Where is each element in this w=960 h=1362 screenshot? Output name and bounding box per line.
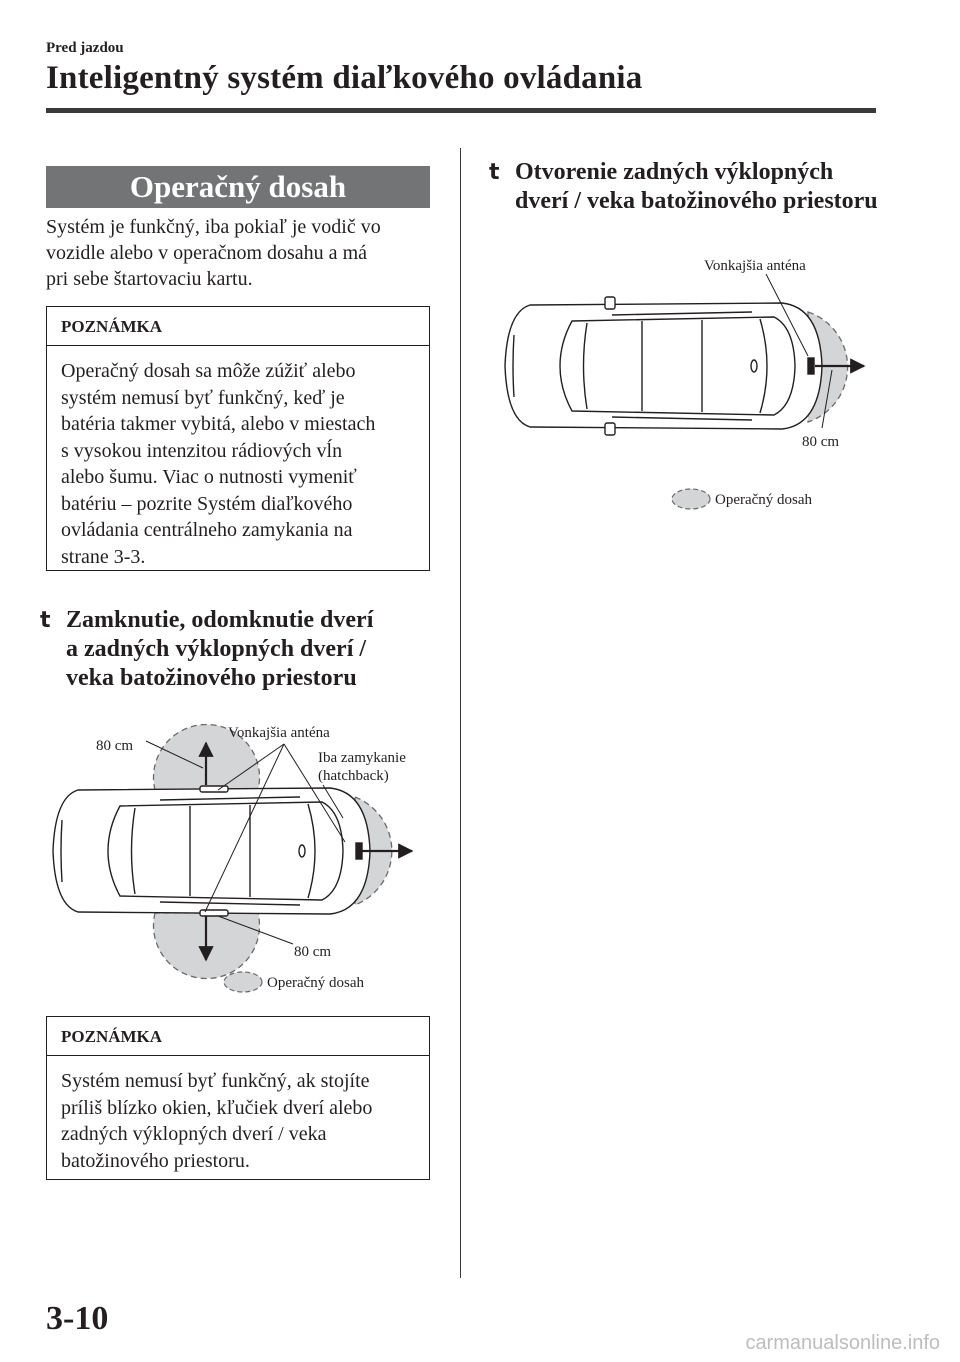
operating-range-heading: Operačný dosah — [46, 166, 430, 208]
note-line: systém nemusí byť funkčný, keď je — [61, 386, 345, 409]
section-label: Pred jazdou — [46, 40, 124, 56]
note-line: alebo šumu. Viac o nutnosti vymeniť — [61, 466, 357, 488]
note-line: s vysokou intenzitou rádiových vĺn — [61, 439, 343, 462]
note-heading: POZNÁMKA — [47, 307, 429, 346]
subsection-line: Otvorenie zadných výklopných — [515, 159, 834, 185]
page-number: 3-10 — [46, 1300, 109, 1337]
subsection-line: a zadných výklopných dverí / — [66, 636, 367, 662]
watermark: carmanualsonline.info — [745, 1332, 940, 1354]
note-line: batéria takmer vybitá, alebo v miestach — [61, 413, 376, 435]
note-line: batožinového priestoru. — [61, 1149, 250, 1172]
label-antenna: Vonkajšia anténa — [228, 725, 330, 741]
note-heading: POZNÁMKA — [47, 1017, 429, 1056]
car-top-view-icon — [505, 297, 822, 435]
legend-range-icon — [224, 972, 262, 992]
label-distance-top: 80 cm — [96, 738, 134, 754]
intro-line: vozidle alebo v operačnom dosahu a má — [46, 242, 367, 264]
note-line: batériu – pozrite Systém diaľkového — [61, 492, 353, 515]
subsection-line: dverí / veka batožinového priestoru — [515, 188, 878, 214]
note-line: ovládania centrálneho zamykania na — [61, 519, 353, 541]
legend-range-label: Operačný dosah — [267, 975, 365, 991]
label-distance: 80 cm — [802, 434, 840, 450]
subsection-line: veka batožinového priestoru — [66, 665, 357, 691]
note-line: Systém nemusí byť funkčný, ak stojíte — [61, 1070, 370, 1092]
bullet-icon: t — [40, 608, 51, 633]
diagram-lock-unlock — [53, 724, 412, 992]
diagram-liftgate — [505, 258, 864, 509]
note-line: príliš blízko okien, kľučiek dverí alebo — [61, 1096, 373, 1119]
label-distance-bottom: 80 cm — [294, 944, 332, 960]
label-lock-only-hatchback: (hatchback) — [318, 768, 389, 784]
note-line: strane 3-3. — [61, 545, 146, 568]
subsection-line: Zamknutie, odomknutie dverí — [66, 607, 374, 633]
label-lock-only: Iba zamykanie — [318, 750, 406, 766]
bullet-icon: t — [489, 160, 500, 185]
legend-range-label: Operačný dosah — [715, 492, 813, 508]
note-line: zadných výklopných dverí / veka — [61, 1123, 327, 1145]
legend-range-icon — [672, 489, 710, 509]
label-antenna: Vonkajšia anténa — [704, 258, 806, 274]
intro-line: Systém je funkčný, iba pokiaľ je vodič vo — [46, 216, 381, 238]
page-title: Inteligentný systém diaľkového ovládania — [46, 60, 643, 96]
intro-line: pri sebe štartovaciu kartu. — [46, 268, 253, 290]
note-line: Operačný dosah sa môže zúžiť alebo — [61, 360, 356, 382]
